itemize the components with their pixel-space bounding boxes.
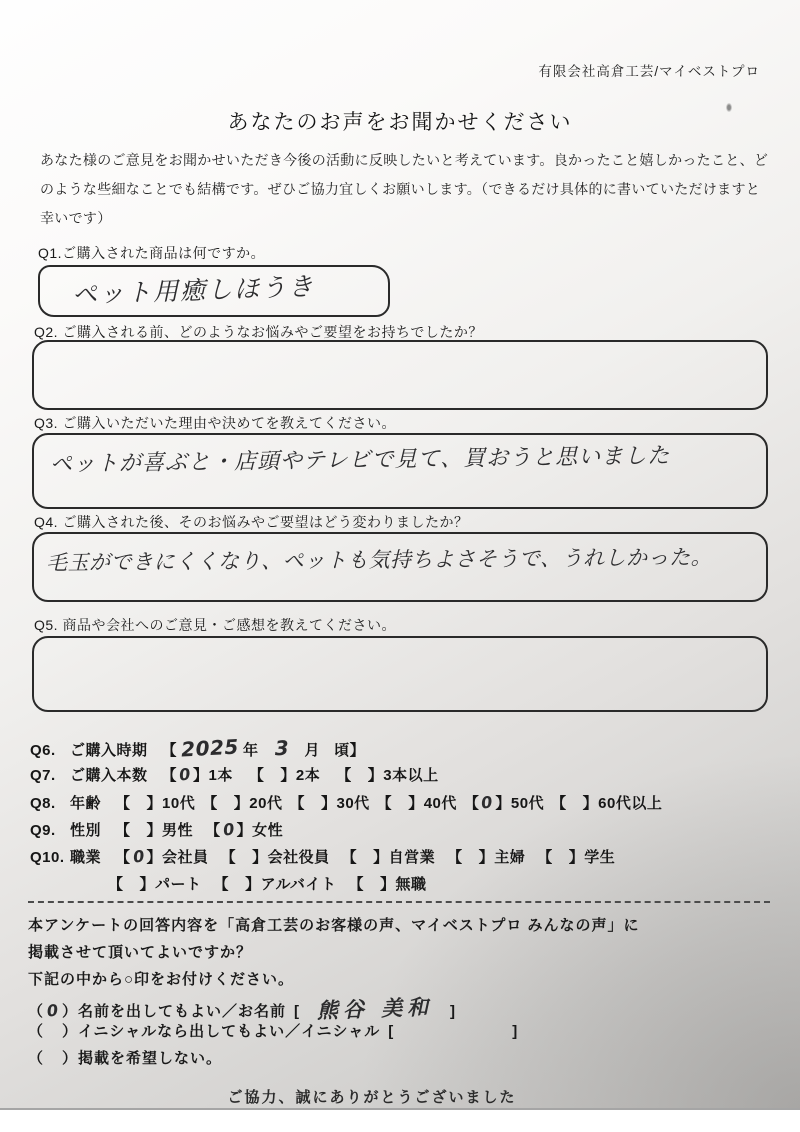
purchase-year-handwritten: 2025 (180, 734, 240, 762)
option-female (205, 819, 284, 840)
handwritten-circle-mark (567, 807, 583, 809)
handwritten-circle-mark (305, 807, 321, 809)
question-9-text: 性別 (70, 822, 102, 839)
paren-open: （ (28, 1050, 45, 1067)
handwritten-circle-mark (131, 834, 147, 836)
bracket-open: 【 (202, 795, 218, 812)
option-age-20s (202, 795, 282, 812)
bracket-open: 【 (447, 849, 463, 866)
bracket-close: 】 (193, 767, 209, 784)
option-label: 無職 (395, 876, 427, 893)
option-arbeit (214, 876, 337, 893)
paren-close: ） (62, 1050, 79, 1067)
field-bracket-close: ] (512, 1023, 519, 1040)
bracket-open: 【 (341, 849, 358, 866)
consent-instruction: 下記の中から○印をお付けください。 (28, 971, 295, 988)
bracket-close: 】 (280, 767, 296, 784)
dashed-separator (28, 901, 770, 903)
bracket-open: 【 (336, 767, 352, 784)
option-company-employee (115, 846, 209, 867)
consent-option-label: 名前を出してもよい／お名前 (78, 1003, 287, 1020)
field-bracket-close: ] (450, 1003, 457, 1020)
question-1-label (38, 243, 265, 263)
option-label: 30代 (336, 795, 370, 812)
bracket-open: 【 (289, 795, 305, 812)
bracket-close: 】 (146, 849, 163, 866)
handwritten-circle-mark (352, 779, 368, 781)
purchase-month-handwritten: 3 (273, 735, 290, 761)
month-unit: 月 (304, 742, 321, 759)
question-4-label (34, 512, 468, 532)
question-3-text: ご購入いただいた理由や決めてを教えてください。 (62, 415, 396, 431)
bracket-open: 【 (115, 795, 131, 812)
bracket-open: 【 (376, 795, 393, 812)
option-label: 1本 (208, 767, 233, 784)
question-2-answer-box (32, 340, 768, 410)
question-2-text: ご購入される前、どのようなお悩みやご要望をお持ちでしたか？ (62, 324, 483, 340)
handwritten-circle-mark (229, 888, 245, 890)
handwritten-circle-mark (392, 807, 408, 809)
handwritten-circle-mark (357, 861, 373, 863)
handwritten-circle-mark (131, 807, 147, 809)
option-label: 女性 (252, 822, 284, 839)
option-label: 会社員 (162, 849, 209, 866)
question-3-answer-box (32, 433, 768, 509)
bracket-open: 【 (161, 767, 178, 784)
option-housewife (447, 849, 525, 866)
question-8-number: Q8. (30, 795, 56, 812)
company-name: 有限会社高倉工芸/マイベストプロ (538, 64, 760, 79)
option-age-40s (377, 795, 457, 812)
option-label: 50代 (510, 795, 545, 812)
handwritten-name: 熊谷 美和 (316, 994, 434, 1024)
bracket-close: 】 (349, 742, 366, 759)
option-self-employed (342, 849, 436, 866)
question-2-label (34, 322, 483, 342)
bracket-close: 】 (236, 822, 253, 839)
bracket-close: 】 (146, 822, 163, 839)
option-label: 3本以上 (383, 767, 439, 784)
bracket-close: 】 (408, 795, 424, 812)
question-3-label (34, 413, 396, 433)
option-label: パート (155, 876, 202, 893)
handwritten-circle-mark (44, 1062, 62, 1064)
question-5-answer-box (32, 636, 768, 712)
consent-option-label: 掲載を希望しない。 (78, 1050, 223, 1067)
option-label: 2本 (295, 767, 321, 784)
bracket-close: 】 (367, 767, 384, 784)
bracket-close: 】 (478, 849, 495, 866)
question-1-text: ご購入された商品は何ですか。 (62, 245, 266, 261)
question-4-answer-box (32, 532, 768, 602)
field-bracket-open: [ (388, 1023, 395, 1040)
handwritten-circle-mark (236, 861, 252, 863)
consent-option-no-publish (28, 1047, 222, 1068)
about-label: 頃 (334, 742, 350, 759)
bracket-close: 】 (320, 795, 337, 812)
option-label: 20代 (249, 795, 283, 812)
bracket-close: 】 (495, 795, 511, 812)
option-part-time (108, 876, 202, 893)
question-8-row (30, 792, 669, 813)
question-3-number: Q3. (34, 415, 59, 431)
option-male (115, 822, 193, 839)
question-6-text: ご購入時期 (70, 742, 148, 759)
option-label: 男性 (162, 822, 194, 839)
paren-close: ） (62, 1023, 79, 1040)
option-company-officer (221, 849, 330, 866)
bracket-open: 【 (161, 742, 178, 759)
bracket-close: 】 (379, 876, 396, 893)
bracket-close: 】 (139, 876, 156, 893)
question-9-row (30, 819, 295, 840)
option-age-50s (463, 792, 545, 813)
question-1-handwritten-answer: ペット用癒しほうき (71, 271, 316, 310)
bracket-open: 【 (551, 795, 567, 812)
consent-option-show-name (28, 993, 456, 1023)
paren-close: ） (62, 1003, 79, 1020)
question-3-handwritten-answer: ペットが喜ぶと・店頭やテレビで見て、買おうと思いました (49, 443, 671, 478)
bracket-close: 】 (233, 795, 250, 812)
consent-option-label: イニシャルなら出してもよい／イニシャル (78, 1023, 381, 1040)
question-7-text: ご購入本数 (70, 767, 148, 784)
consent-intro-line-2: 掲載させて頂いてよいですか？ (28, 944, 253, 961)
handwritten-circle-mark: 0 (45, 1000, 61, 1021)
question-9-number: Q9. (30, 822, 56, 839)
bracket-close: 】 (568, 849, 585, 866)
option-label: 40代 (423, 795, 457, 812)
page-title: あなたのお声をお聞かせください (227, 111, 573, 134)
option-label: 10代 (162, 795, 196, 812)
handwritten-circle-mark (463, 861, 479, 863)
question-2-number: Q2. (34, 324, 59, 340)
paren-open: （ (28, 1023, 45, 1040)
question-8-text: 年齢 (70, 795, 102, 812)
bracket-open: 【 (115, 822, 131, 839)
bracket-close: 】 (252, 849, 268, 866)
option-age-30s (289, 795, 369, 812)
option-unemployed (348, 876, 426, 893)
handwritten-circle-mark: 0 (131, 846, 146, 867)
handwritten-circle-mark (44, 1035, 62, 1037)
question-1-answer-box (38, 265, 390, 317)
question-5-label (34, 615, 396, 635)
option-age-60s-plus (551, 795, 662, 812)
handwritten-circle-mark (364, 888, 380, 890)
consent-option-show-initials (28, 1020, 518, 1041)
thank-you-message: ご協力、誠にありがとうございました (227, 1089, 517, 1106)
bracket-close: 】 (245, 876, 261, 893)
bracket-open: 【 (348, 876, 364, 893)
bracket-open: 【 (537, 849, 553, 866)
question-4-number: Q4. (34, 514, 59, 530)
bracket-close: 】 (146, 795, 163, 812)
option-student (537, 849, 615, 866)
handwritten-circle-mark (553, 861, 569, 863)
option-label: 会社役員 (267, 849, 330, 866)
intro-paragraph: あなた様のご意見をお聞かせいただき今後の活動に反映したいと考えています。良かったこと嬉しかったこと、どのような些細なことでも結構です。ぜひご協力宜しくお願いします。（できるだけ具体的に書いていただけますと幸いです） (40, 152, 769, 226)
bracket-close: 】 (582, 795, 599, 812)
question-5-number: Q5. (34, 617, 59, 633)
consent-intro-line-1: 本アンケートの回答内容を「高倉工芸のお客様の声、マイベストプロ みんなの声」に (28, 917, 640, 934)
question-10-number: Q10. (30, 849, 65, 866)
question-1-number: Q1. (38, 245, 63, 261)
question-7-number: Q7. (30, 767, 56, 784)
question-4-text: ご購入された後、そのお悩みやご要望はどう変わりましたか？ (62, 514, 469, 530)
option-label: 学生 (584, 849, 616, 866)
option-label: アルバイト (260, 876, 337, 893)
handwritten-circle-mark: 0 (178, 764, 192, 785)
option-label: 自営業 (388, 849, 436, 866)
option-label: 主婦 (494, 849, 526, 866)
handwritten-circle-mark: 0 (480, 792, 495, 813)
handwritten-circle-mark (124, 888, 140, 890)
option-3-bon-ijou (336, 767, 438, 784)
question-6-number: Q6. (30, 742, 56, 759)
year-unit: 年 (243, 742, 259, 759)
question-10-row-1 (30, 846, 627, 867)
bracket-open: 【 (205, 822, 221, 839)
option-2-bon (249, 767, 320, 784)
bracket-open: 【 (463, 795, 480, 812)
paren-open: （ (28, 1003, 45, 1020)
question-5-text: 商品や会社へのご意見・ご感想を教えてください。 (62, 617, 396, 633)
bracket-open: 【 (220, 849, 237, 866)
bracket-open: 【 (213, 876, 230, 893)
question-7-row (30, 764, 455, 785)
bracket-open: 【 (115, 849, 131, 866)
option-age-10s (115, 795, 195, 812)
bracket-close: 】 (373, 849, 389, 866)
option-1-bon (161, 764, 233, 785)
bracket-open: 【 (108, 876, 124, 893)
handwritten-circle-mark (264, 779, 280, 781)
question-10-row-2 (108, 873, 438, 894)
bracket-open: 【 (248, 767, 265, 784)
field-bracket-open: [ (294, 1003, 301, 1020)
option-label: 60代以上 (598, 795, 663, 812)
handwritten-circle-mark (218, 807, 234, 809)
question-6-row (30, 736, 365, 760)
question-4-handwritten-answer: 毛玉ができにくくなり、ペットも気持ちよさそうで、うれしかった。 (45, 545, 713, 575)
handwritten-circle-mark: 0 (221, 819, 236, 840)
question-10-text: 職業 (70, 849, 102, 866)
